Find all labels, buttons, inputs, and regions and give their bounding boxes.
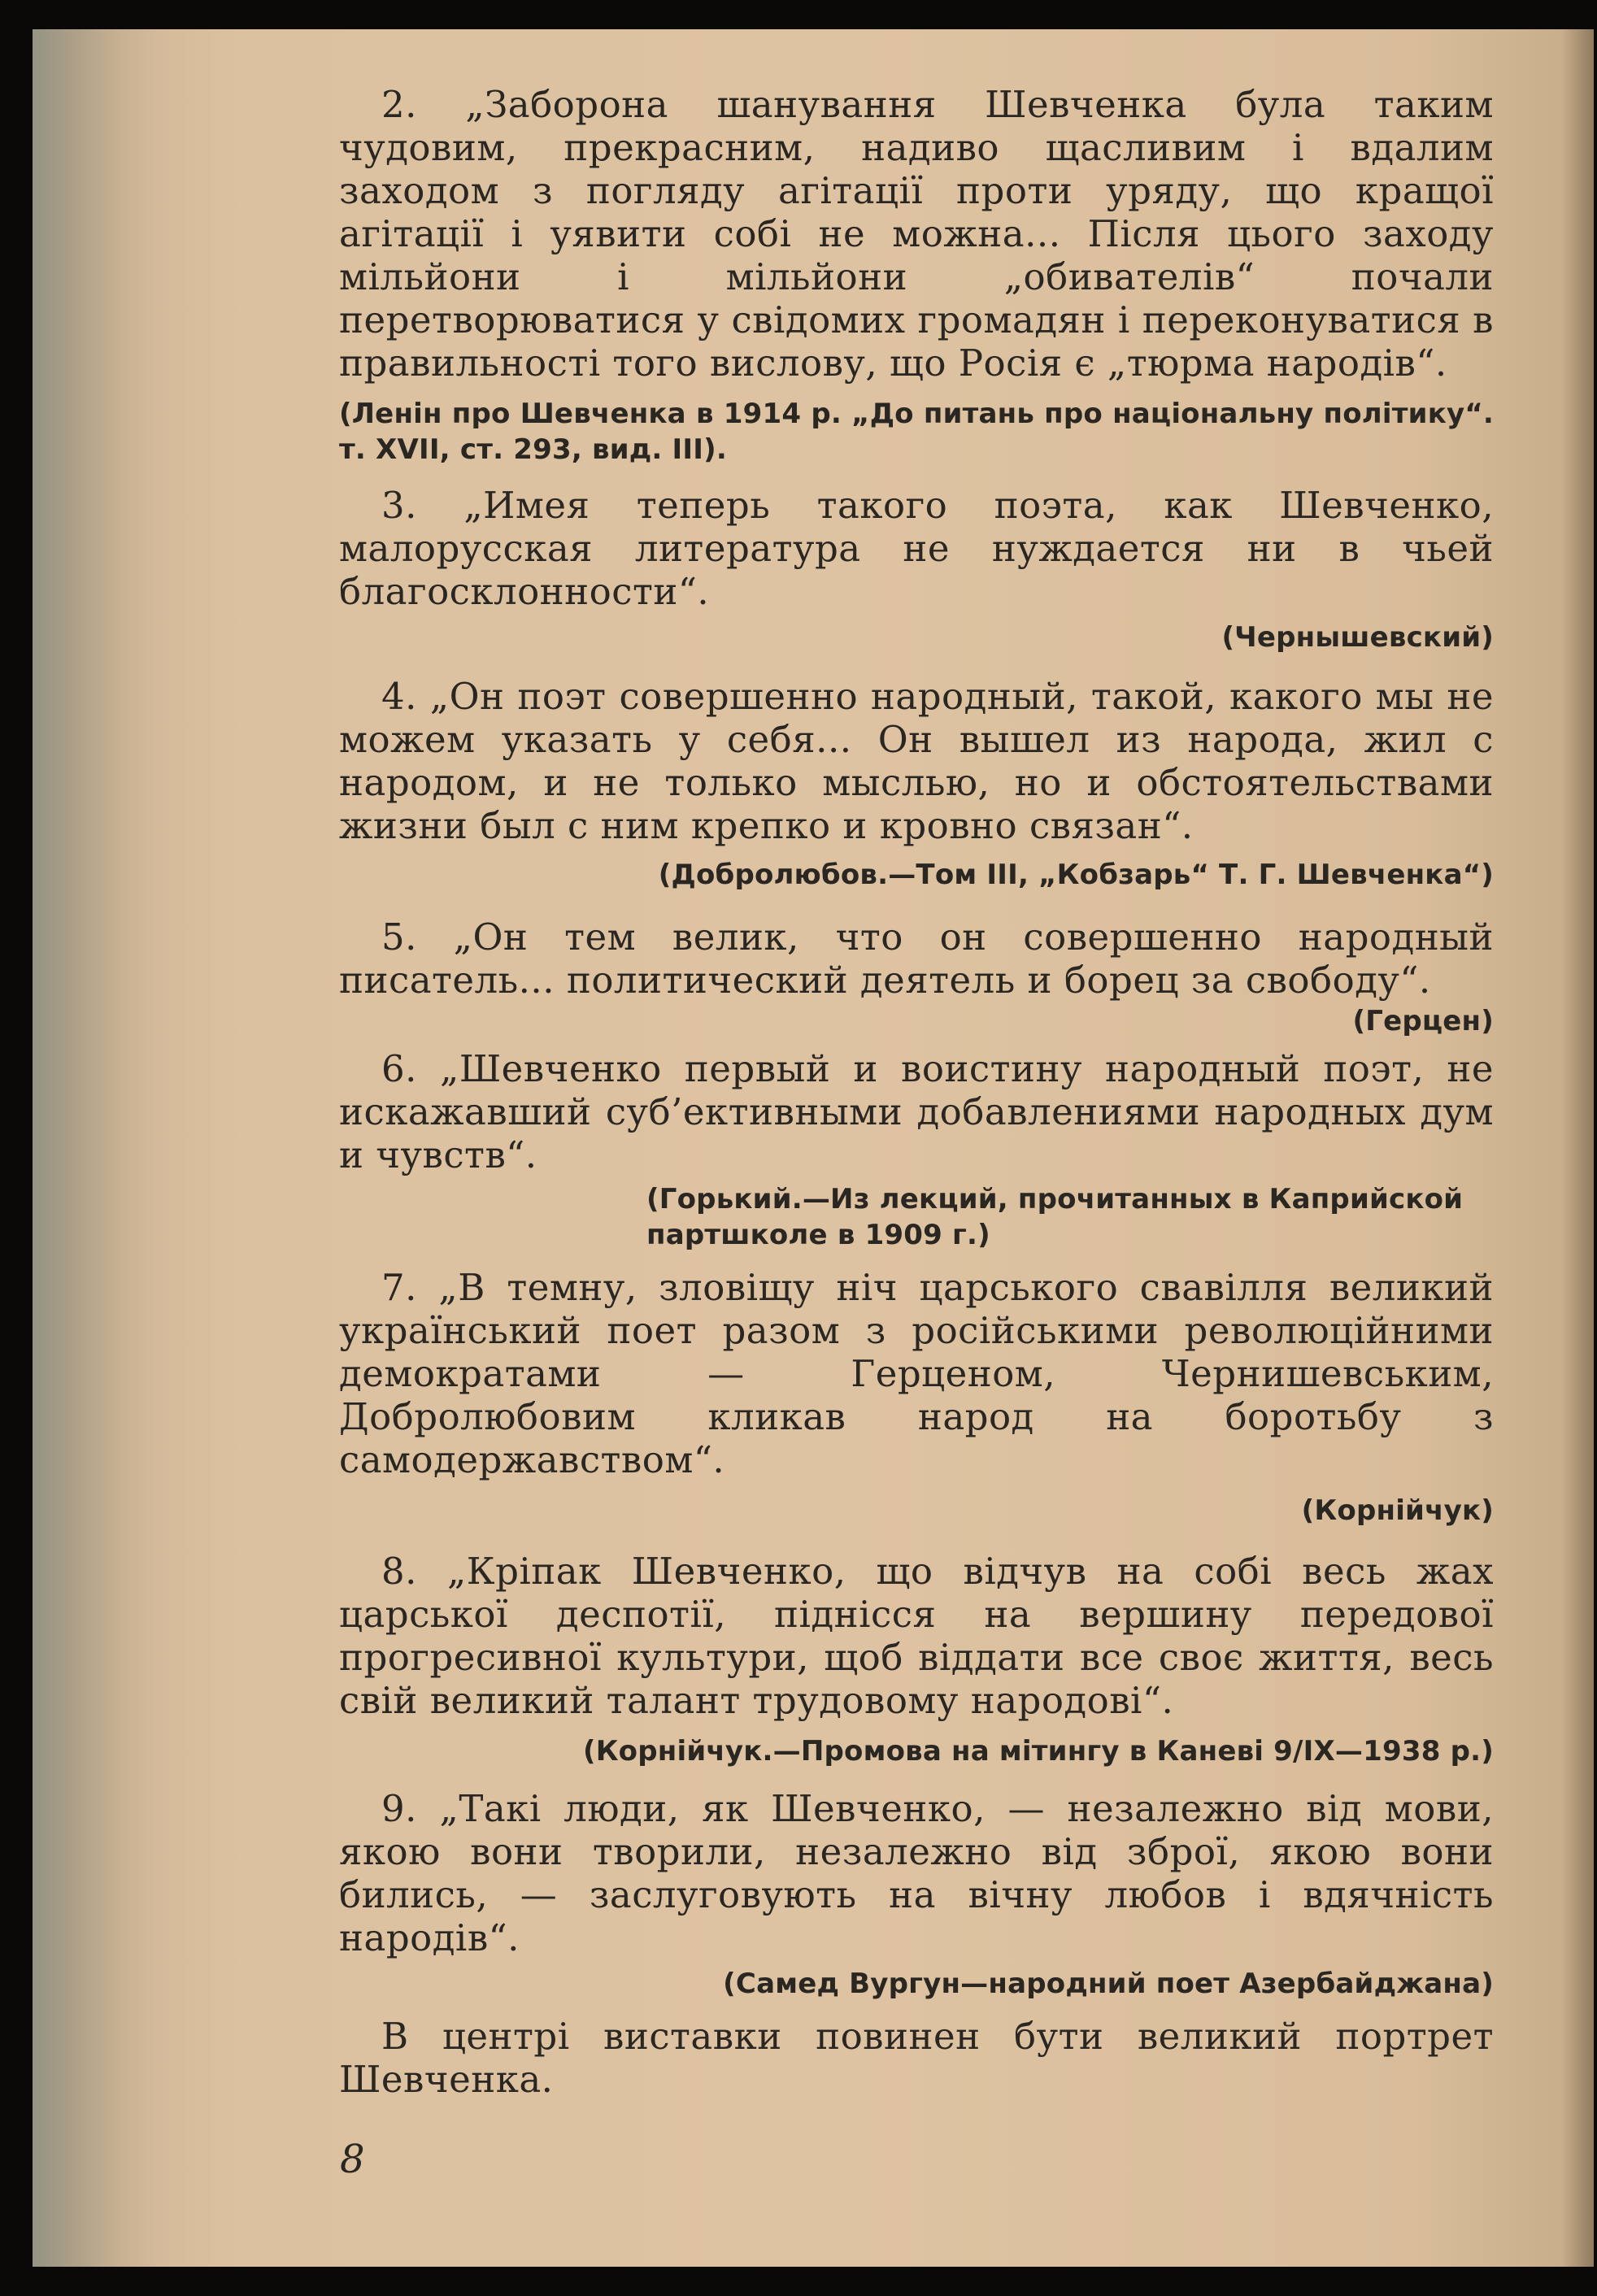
quote-6: 6. „Шевченко первый и воистину народный поэт, не искажавший суб’ективными добавлениями народных дум и чувств“. — [339, 1047, 1494, 1176]
quote-6-citation: (Горький.—Из лекций, прочитанных в Каприйской партшколе в 1909 г.) — [646, 1183, 1464, 1251]
quote-2: 2. „Заборона шанування Шевченка була таким чудовим, прекрасним, надиво щасливим і вдалим заходом з погляду агітації проти уряду, що кращої агітації і уявити собі не можна... Після цього заходу мільйони і мільйони „обивателів“ почали перетворюватися у свідомих громадян і переконуватися в правильності того вислову, що Росія є „тюрма народів“. — [339, 83, 1494, 385]
binding-edge-shadow — [33, 29, 163, 2267]
quote-7: 7. „В темну, зловіщу ніч царського свавілля великий український поет разом з російськими революційними демократами — Герценом, Чернишевським, Добролюбовим кликав народ на боротьбу з самодержавством“. — [339, 1266, 1494, 1481]
quote-5: 5. „Он тем велик, что он совершенно народный писатель... политический деятель и борец за свободу“. — [339, 915, 1494, 1002]
quote-4: 4. „Он поэт совершенно народный, такой, какого мы не можем указать у себя... Он вышел из народа, жил с народом, и не только мыслью, но и обстоятельствами жизни был с ним крепко и кровно связан“. — [339, 675, 1494, 847]
quote-7-citation: (Корнійчук) — [1301, 1494, 1494, 1527]
closing-paragraph: В центрі виставки повинен бути великий портрет Шевченка. — [339, 2015, 1494, 2101]
page-text — [339, 83, 1494, 2101]
quote-9: 9. „Такі люди, як Шевченко, — незалежно від мови, якою вони творили, незалежно від зброї, якою вони бились, — заслуговують на вічну любов і вдячність народів“. — [339, 1787, 1494, 1959]
quote-5-citation: (Герцен) — [1352, 1005, 1494, 1037]
quote-4-citation: (Добролюбов.—Том III, „Кобзарь“ Т. Г. Шевченка“) — [658, 859, 1494, 891]
page-number: 8 — [340, 2137, 365, 2182]
quote-9-citation: (Самед Вургун—народний поет Азербайджана) — [723, 1968, 1494, 2000]
quote-8: 8. „Кріпак Шевченко, що відчув на собі весь жах царської деспотії, піднісся на вершину передової прогресивної культури, щоб віддати все своє життя, весь свій великий талант трудовому народові“. — [339, 1550, 1494, 1722]
quote-3-citation: (Чернышевский) — [1221, 621, 1494, 654]
quote-3: 3. „Имея теперь такого поэта, как Шевченко, малорусская литература не нуждается ни в чьей благосклонности“. — [339, 484, 1494, 613]
quote-2-citation: (Ленін про Шевченка в 1914 р. „До питань про національну політику“. т. XVII, ст. 293, вид. III). — [339, 398, 1494, 466]
quote-8-citation: (Корнійчук.—Промова на мітингу в Каневі 9/IX—1938 р.) — [582, 1735, 1494, 1768]
